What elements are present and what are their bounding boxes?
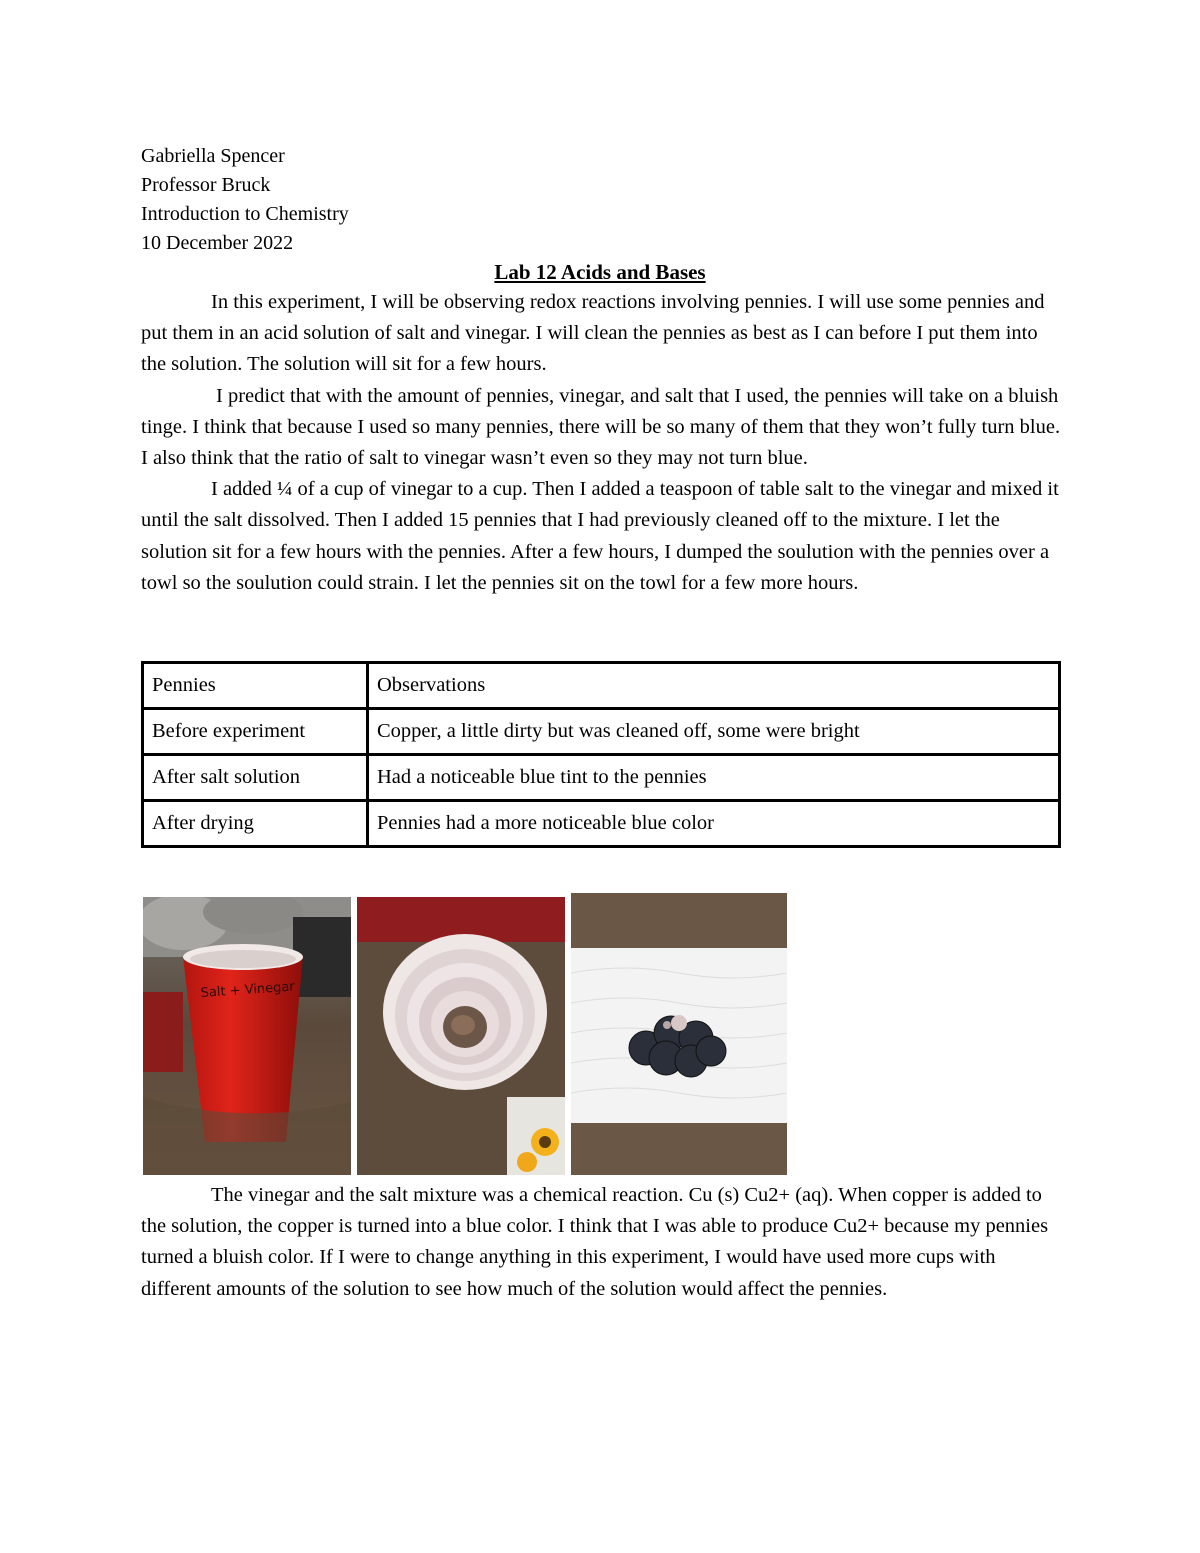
document-title: Lab 12 Acids and Bases xyxy=(494,260,706,284)
observations-table-container xyxy=(141,661,1061,848)
professor-name: Professor Bruck xyxy=(141,174,271,196)
table-header-cell: Observations xyxy=(368,663,1060,709)
body-section-bottom xyxy=(141,1180,1061,1305)
table-cell: After drying xyxy=(143,801,368,847)
observations-table xyxy=(141,661,1061,848)
body-section-top xyxy=(141,287,1061,599)
table-cell: Pennies had a more noticeable blue color xyxy=(368,801,1060,847)
document-date: 10 December 2022 xyxy=(141,232,294,254)
table-row xyxy=(143,755,1060,801)
table-cell: Had a noticeable blue tint to the pennies xyxy=(368,755,1060,801)
cup-label-text: Salt + Vinegar xyxy=(200,979,296,1001)
table-cell: After salt solution xyxy=(143,755,368,801)
document-header xyxy=(141,142,349,258)
photo-white-cup-top xyxy=(357,897,565,1175)
table-header-cell: Pennies xyxy=(143,663,368,709)
photo-red-cup xyxy=(143,897,351,1175)
table-header-row xyxy=(143,663,1060,709)
paragraph-conclusion: The vinegar and the salt mixture was a chemical reaction. Cu (s) Cu2+ (aq). When copper is added to the solution, the copper is turned into a blue color. I think that I was able to produce Cu2+ because my pennies turned a bluish color. If I were to change anything in this experiment, I would have used more cups with different amounts of the solution to see how much of the solution would affect the pennies. xyxy=(141,1184,1049,1300)
paragraph-intro: In this experiment, I will be observing redox reactions involving pennies. I will use some pennies and put them in an acid solution of salt and vinegar. I will clean the pennies as best as I can before I put them into the solution. The solution will sit for a few hours. xyxy=(141,291,1045,376)
table-cell: Copper, a little dirty but was cleaned off, some were bright xyxy=(368,709,1060,755)
table-row xyxy=(143,801,1060,847)
table-row xyxy=(143,709,1060,755)
paragraph-prediction: I predict that with the amount of pennies, vinegar, and salt that I used, the pennies will take on a bluish tinge. I think that because I used so many pennies, there will be so many of them that they won’t fully turn blue. I also think that the ratio of salt to vinegar wasn’t even so they may not turn blue. xyxy=(141,384,1061,470)
author-name: Gabriella Spencer xyxy=(141,145,285,167)
photo-pennies-on-towel xyxy=(571,893,787,1175)
course-name: Introduction to Chemistry xyxy=(141,203,349,225)
table-cell: Before experiment xyxy=(143,709,368,755)
paragraph-procedure: I added ¼ of a cup of vinegar to a cup. Then I added a teaspoon of table salt to the vinegar and mixed it until the salt dissolved. Then I added 15 pennies that I had previously cleaned off to the mixture. I let the solution sit for a few hours with the pennies. After a few hours, I dumped the soulution with the pennies over a towl so the soulution could strain. I let the pennies sit on the towl for a few more hours. xyxy=(141,478,1059,594)
